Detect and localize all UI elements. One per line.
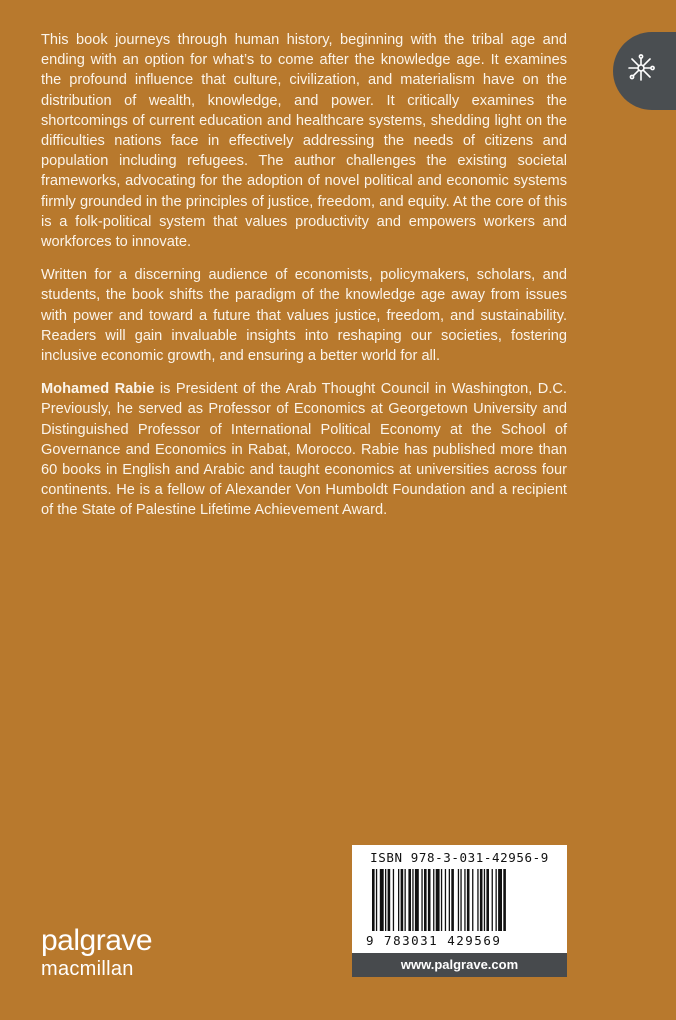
logo-line-2: macmillan xyxy=(41,958,134,980)
barcode-bar xyxy=(445,869,446,931)
barcode-bar xyxy=(449,869,450,931)
isbn-label: ISBN 978-3-031-42956-9 xyxy=(370,850,549,865)
barcode-bar xyxy=(408,869,411,931)
barcode-bar xyxy=(496,869,497,931)
barcode-bar xyxy=(460,869,461,931)
author-name: Mohamed Rabie xyxy=(41,381,155,398)
barcode-bar xyxy=(467,869,470,931)
barcode-bar xyxy=(472,869,473,931)
barcode-bar xyxy=(385,869,386,931)
barcode-bar xyxy=(503,869,506,931)
barcode-bar xyxy=(433,869,434,931)
barcode-bar xyxy=(376,869,377,931)
author-bio xyxy=(41,379,567,520)
barcode-bar xyxy=(498,869,502,931)
barcode-bar xyxy=(424,869,427,931)
barcode-bar xyxy=(398,869,399,931)
publisher-url[interactable]: www.palgrave.com xyxy=(352,953,567,977)
publisher-badge xyxy=(613,32,676,110)
back-cover-blurb xyxy=(41,30,567,534)
blurb-paragraph-1: This book journeys through human history, beginning with the tribal age and ending with an option for what’s to come after the knowledge age. It examines the profound influence that culture, civilization, and materialism have on the distribution of wealth, knowledge, and power. It critically examines the shortcomings of current education and healthcare systems, shedding light on the difficulties nations face in effectively addressing the needs of citizens and population including refugees. The author challenges the existing societal frameworks, advocating for the adoption of novel political and economic systems firmly grounded in the principles of justice, freedom, and equity. At the core of this is a folk-political system that values productivity and empowers workers and workforces to innovate. xyxy=(41,32,567,251)
barcode-bar xyxy=(492,869,493,931)
barcode-bar xyxy=(428,869,431,931)
barcode-bar xyxy=(458,869,459,931)
barcode-bar xyxy=(464,869,465,931)
barcode-bar xyxy=(412,869,413,931)
barcode-bar xyxy=(405,869,406,931)
barcode-bar xyxy=(372,869,375,931)
barcode-bar xyxy=(441,869,442,931)
barcode-bar xyxy=(401,869,404,931)
barcode-bar xyxy=(480,869,483,931)
barcode-bar xyxy=(415,869,419,931)
palgrave-star-icon xyxy=(627,54,655,82)
logo-line-1: palgrave xyxy=(41,924,153,957)
author-bio-text: is President of the Arab Thought Council in Washington, D.C. Previously, he served as Professor of Economics at Georgetown University and Distinguished Professor of International Political Economy at the School of Governance and Economics in Rabat, Morocco. Rabie has published more than 60 books in English and Arabic and taught economics at universities across four continents. He is a fellow of Alexander Von Humboldt Foundation and a recipient of the State of Palestine Lifetime Achievement Award. xyxy=(41,381,567,519)
barcode xyxy=(372,869,550,931)
barcode-bar xyxy=(388,869,391,931)
barcode-bar xyxy=(486,869,489,931)
barcode-bar xyxy=(393,869,394,931)
barcode-bar xyxy=(451,869,454,931)
isbn-digits: 9 783031 429569 xyxy=(366,933,502,948)
blurb-paragraph-2: Written for a discerning audience of economists, policymakers, scholars, and students, the book shifts the paradigm of the knowledge age away from issues with power and toward a future that values justice, freedom, and sustainability. Readers will gain invaluable insights into reshaping our societies, fostering inclusive economic growth, and ensuring a better world for all. xyxy=(41,267,567,365)
barcode-bar xyxy=(477,869,478,931)
barcode-bar xyxy=(421,869,422,931)
barcode-bar xyxy=(436,869,440,931)
publisher-logo xyxy=(41,926,152,980)
barcode-bar xyxy=(484,869,485,931)
barcode-bar xyxy=(380,869,384,931)
